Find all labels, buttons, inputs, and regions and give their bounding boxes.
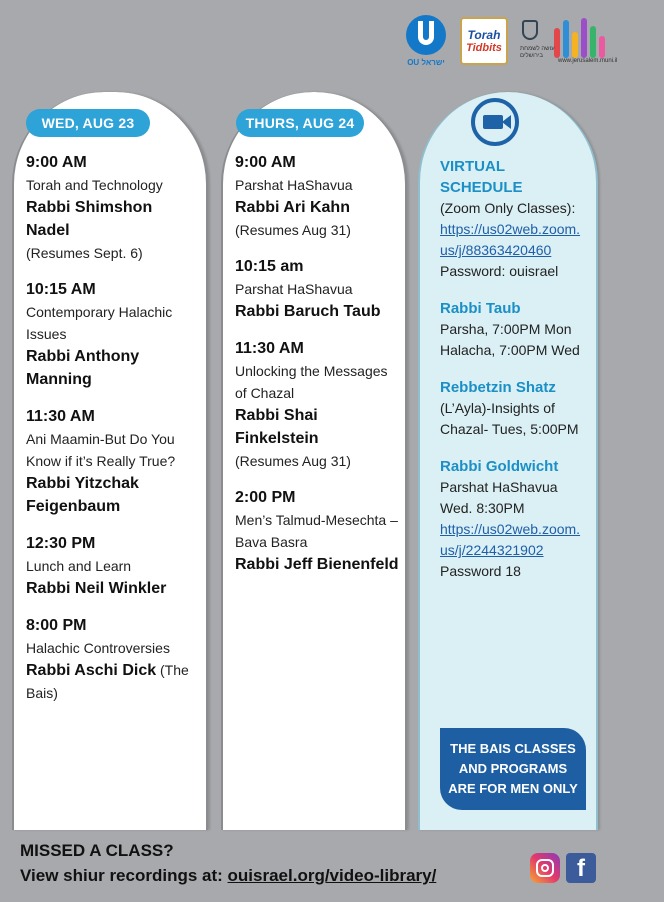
social-links	[530, 853, 596, 883]
schedule-entry	[235, 487, 399, 576]
entry-topic: Torah and Technology	[26, 177, 163, 193]
torah-tidbits-logo: Torah Tidbits	[460, 17, 508, 65]
entry-note: (Resumes Aug 31)	[235, 222, 351, 238]
rabbi-goldwicht-block: Rabbi Goldwicht Parshat HaShavua Wed. 8:30PM https://us02web.zoom. us/j/2244321902 Password 18	[440, 456, 590, 582]
entry-topic: Contemporary Halachic	[26, 304, 173, 320]
entry-topic: Unlocking the Messages	[235, 363, 388, 379]
entry-rabbi: Rabbi Aschi Dick	[26, 662, 157, 679]
schedule-entry	[26, 533, 200, 600]
entry-time: 8:00 PM	[26, 617, 87, 634]
entry-rabbi: Rabbi Ari Kahn	[235, 199, 350, 216]
schedule-entry	[235, 256, 399, 323]
jerusalem-emblem-icon	[522, 20, 538, 40]
entry-rabbi: Rabbi Shai Finkelstein	[235, 407, 319, 447]
zoom-link[interactable]: https://us02web.zoom.	[440, 221, 581, 237]
entry-time: 10:15 am	[235, 258, 304, 275]
zoom-password: Password: ouisrael	[440, 263, 559, 279]
entry-note: (The Bais)	[26, 662, 189, 701]
wed-entries	[26, 152, 200, 719]
entry-time: 12:30 PM	[26, 535, 96, 552]
entry-rabbi: Rabbi Anthony Manning	[26, 348, 140, 388]
footer: MISSED A CLASS? View shiur recordings at: ouisrael.org/video-library/	[20, 838, 436, 888]
entry-note: (Resumes Sept. 6)	[26, 245, 143, 261]
virtual-schedule-card	[418, 92, 598, 830]
entry-topic: Parshat HaShavua	[235, 177, 353, 193]
zoom-link[interactable]: us/j/88363420460	[440, 242, 552, 258]
entry-rabbi: Rabbi Shimshon Nadel	[26, 199, 153, 239]
virtual-schedule	[440, 156, 590, 598]
zoom-link[interactable]: us/j/2244321902	[440, 542, 544, 558]
entry-time: 9:00 AM	[235, 154, 296, 171]
entry-topic: Ani Maamin-But Do You	[26, 431, 175, 447]
schedule-entry	[235, 152, 399, 241]
wednesday-schedule-card	[12, 92, 208, 830]
logo-bar	[404, 14, 616, 68]
schedule-entry	[26, 279, 200, 391]
ou-israel-logo: OU ישראל	[404, 15, 448, 67]
schedule-entry	[26, 152, 200, 264]
entry-topic: Issues	[26, 326, 67, 342]
video-camera-icon	[471, 98, 519, 146]
entry-rabbi: Feigenbaum	[26, 498, 121, 515]
entry-time: 11:30 AM	[26, 408, 95, 425]
thursday-schedule-card	[221, 92, 407, 830]
date-badge-thu: THURS, AUG 24	[236, 109, 364, 137]
entry-time: 11:30 AM	[235, 340, 304, 357]
entry-topic: Parshat HaShavua	[235, 281, 353, 297]
entry-topic: Bava Basra	[235, 534, 308, 550]
facebook-icon[interactable]: f	[566, 853, 596, 883]
virtual-heading: VIRTUAL SCHEDULE	[440, 158, 523, 196]
jerusalem-municipality-logo: עושה לשמחת בירושלים www.jerusalem.muni.il	[520, 16, 616, 66]
date-badge-wed: WED, AUG 23	[26, 109, 150, 137]
entry-rabbi: Rabbi Yitzchak	[26, 475, 139, 492]
entry-topic: of Chazal	[235, 385, 295, 401]
instagram-icon[interactable]	[530, 853, 560, 883]
entry-rabbi: Rabbi Neil Winkler	[26, 580, 167, 597]
entry-time: 10:15 AM	[26, 281, 96, 298]
zoom-link[interactable]: https://us02web.zoom.	[440, 521, 581, 537]
entry-time: 9:00 AM	[26, 154, 87, 171]
video-library-link[interactable]: ouisrael.org/video-library/	[227, 866, 437, 885]
jerusalem-art-icon	[554, 16, 614, 58]
entry-topic: Men’s Talmud-Mesechta –	[235, 512, 398, 528]
schedule-entry	[235, 338, 399, 472]
rebbetzin-shatz-block: Rebbetzin Shatz (L’Ayla)-Insights of Chazal- Tues, 5:00PM	[440, 379, 579, 437]
schedule-entry	[26, 615, 200, 704]
entry-rabbi: Rabbi Jeff Bienenfeld	[235, 556, 399, 573]
schedule-entry	[26, 406, 200, 518]
men-only-notice: THE BAIS CLASSES AND PROGRAMS ARE FOR MEN ONLY	[440, 728, 586, 810]
entry-topic: Lunch and Learn	[26, 558, 132, 574]
missed-class-heading: MISSED A CLASS?	[20, 841, 174, 860]
entry-time: 2:00 PM	[235, 489, 296, 506]
entry-topic: Know if it’s Really True?	[26, 453, 176, 469]
entry-note: (Resumes Aug 31)	[235, 453, 351, 469]
entry-rabbi: Rabbi Baruch Taub	[235, 303, 381, 320]
entry-topic: Halachic Controversies	[26, 640, 170, 656]
rabbi-taub-block: Rabbi Taub Parsha, 7:00PM Mon Halacha, 7:00PM Wed	[440, 300, 580, 358]
thu-entries	[235, 152, 399, 591]
zoom-block: VIRTUAL SCHEDULE (Zoom Only Classes): https://us02web.zoom. us/j/88363420460 Password: ouisrael	[440, 156, 590, 282]
